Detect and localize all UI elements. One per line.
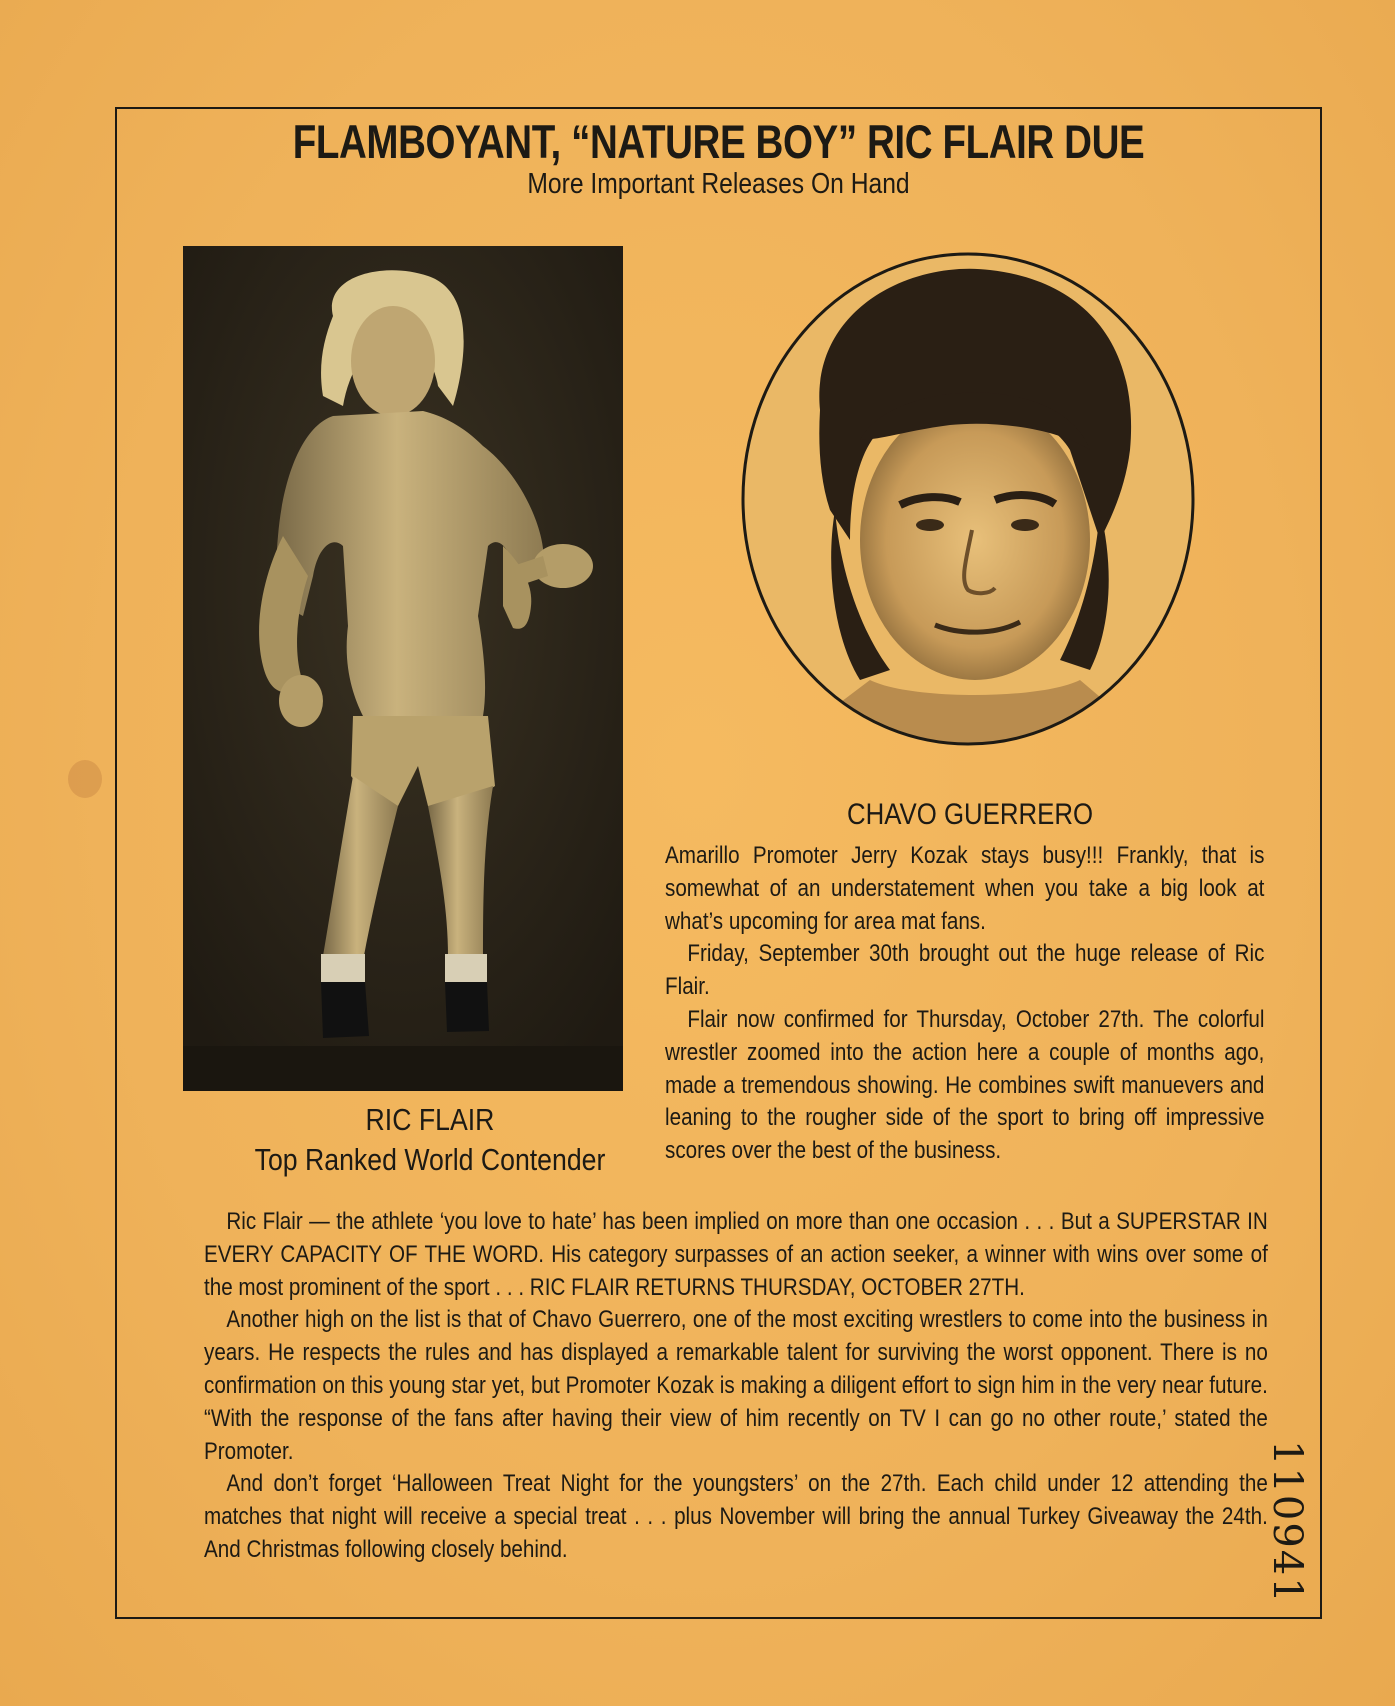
ric-flair-title: Top Ranked World Contender [254,1142,606,1177]
paper-stain [68,760,102,798]
ric-flair-name: RIC FLAIR [365,1102,495,1137]
chavo-guerrero-caption: CHAVO GUERRERO [846,798,1094,831]
right-column-text [665,840,1265,1168]
paragraph-love-to-hate: Ric Flair — the athlete ‘you love to hate’ has been implied on more than one occasion . . . But a SUPERSTAR IN EVERY CAPACITY OF THE WORD. His category surpasses of an action seeker, a winner with wins over some of the most prominent of the sport . . . RIC FLAIR RETURNS THURSDAY, OCTOBER 27TH. [204,1208,1268,1301]
serial-number: 110941 [1264,1440,1310,1605]
full-width-text [204,1206,1268,1567]
headline: FLAMBOYANT, “NATURE BOY” RIC FLAIR DUE [292,115,1145,168]
ric-flair-photo [183,246,623,1091]
ric-flair-caption [249,1100,610,1180]
paragraph-flair-release: Friday, September 30th brought out the huge release of Ric Flair. [665,940,1265,1001]
paragraph-halloween: And don’t forget ‘Halloween Treat Night for the youngsters’ on the 27th. Each child under 12 attending the matches that night will receive a special treat . . . plus November will bring the annual Turkey Giveaway the 24th. And Christmas following closely behind. [204,1470,1268,1563]
paragraph-flair-confirmed: Flair now confirmed for Thursday, October 27th. The colorful wrestler zoomed into the action here a couple of months ago, made a tremendous showing. He combines swift manuevers and leaning to the rougher side of the sport to bring off impressive scores over the best of the business. [665,1005,1265,1165]
chavo-guerrero-portrait [740,250,1197,748]
subheadline: More Important Releases On Hand [527,168,910,200]
paragraph-chavo-guerrero: Another high on the list is that of Chavo Guerrero, one of the most exciting wrestlers to come into the business in years. He respects the rules and has displayed a remarkable talent for surviving the worst opponent. There is no confirmation on this young star yet, but Promoter Kozak is making a diligent effort to sign him in the very near future. “With the response of the fans after having their view of him recently on TV I can go no other route,’ stated the Promoter. [204,1306,1268,1465]
paragraph-kozak-busy: Amarillo Promoter Jerry Kozak stays busy!!! Frankly, that is somewhat of an understatement when you take a big look at what’s upcoming for area mat fans. [665,842,1265,935]
